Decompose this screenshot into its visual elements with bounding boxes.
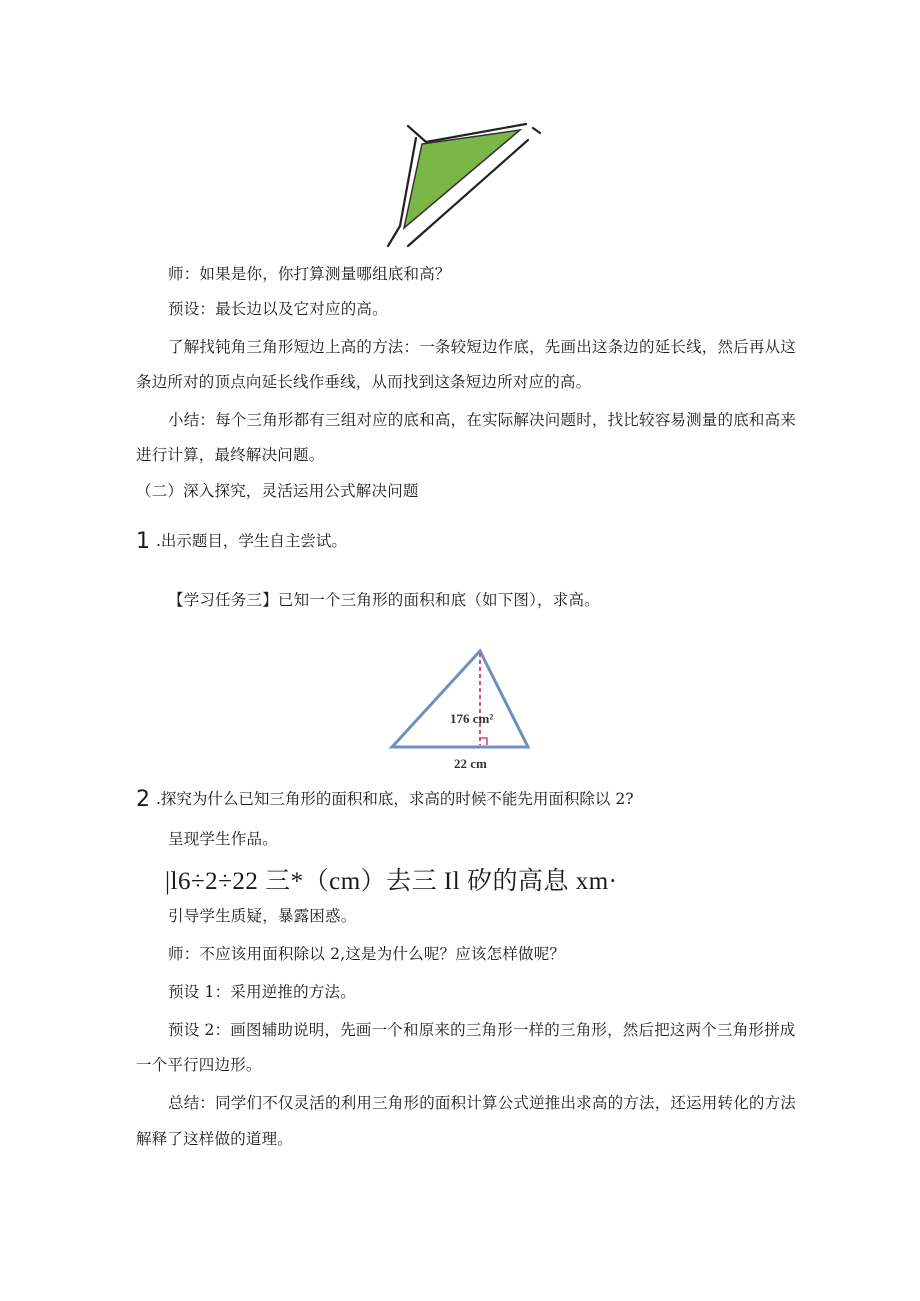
- item-number: 1: [136, 529, 150, 554]
- text-line: 进行计算，最终解决问题。: [136, 446, 325, 464]
- text-line: 预设 1：采用逆推的方法。: [168, 983, 356, 1001]
- numbered-item-1: [136, 529, 347, 554]
- area-label: 176 cm²: [450, 711, 494, 726]
- text-line: 小结：每个三角形都有三组对应的底和高，在实际解决问题时，找比较容易测量的底和高来: [168, 411, 797, 429]
- base-label: 22 cm: [454, 756, 487, 771]
- extension-line: [533, 128, 540, 133]
- text-line: 解释了这样做的道理。: [136, 1130, 294, 1148]
- text-line: 预设 2：画图辅助说明，先画一个和原来的三角形一样的三角形，然后把这两个三角形拼成: [168, 1021, 796, 1039]
- text-line: 预设：最长边以及它对应的高。: [168, 300, 388, 318]
- text-line: 总结：同学们不仅灵活的利用三角形的面积计算公式逆推出求高的方法，还运用转化的方法: [168, 1094, 797, 1112]
- task-line: 【学习任务三】已知一个三角形的面积和底（如下图），求高。: [168, 591, 600, 609]
- extension-line: [388, 226, 400, 246]
- item-text: .探究为什么已知三角形的面积和底，求高的时候不能先用面积除以 2?: [156, 790, 634, 808]
- text-line: 师：如果是你，你打算测量哪组底和高？: [168, 265, 451, 283]
- numbered-item-2: [136, 787, 634, 812]
- text-line: 呈现学生作品。: [168, 830, 278, 848]
- extension-line: [408, 126, 426, 142]
- text-line: 一个平行四边形。: [136, 1056, 262, 1074]
- text-line: 引导学生质疑，暴露困惑。: [168, 907, 357, 925]
- area-triangle-figure: [388, 645, 538, 775]
- text-line: 了解找钝角三角形短边上高的方法：一条较短边作底，先画出这条边的延长线，然后再从这: [168, 338, 797, 356]
- right-angle-mark: [480, 738, 487, 745]
- student-formula: |l6÷2÷22 三*（cm）去三 Il 矽的高息 xm·: [165, 868, 618, 895]
- section-heading: （二）深入探究，灵活运用公式解决问题: [136, 482, 419, 500]
- text-line: 条边所对的顶点向延长线作垂线，从而找到这条短边所对应的高。: [136, 373, 592, 391]
- triangle-outline: [392, 651, 528, 747]
- green-triangle: [404, 130, 520, 228]
- obtuse-triangle-figure: [378, 118, 548, 258]
- item-text: .出示题目，学生自主尝试。: [156, 532, 347, 550]
- item-number: 2: [136, 787, 150, 812]
- text-line: 师：不应该用面积除以 2,这是为什么呢？应该怎样做呢？: [168, 945, 566, 963]
